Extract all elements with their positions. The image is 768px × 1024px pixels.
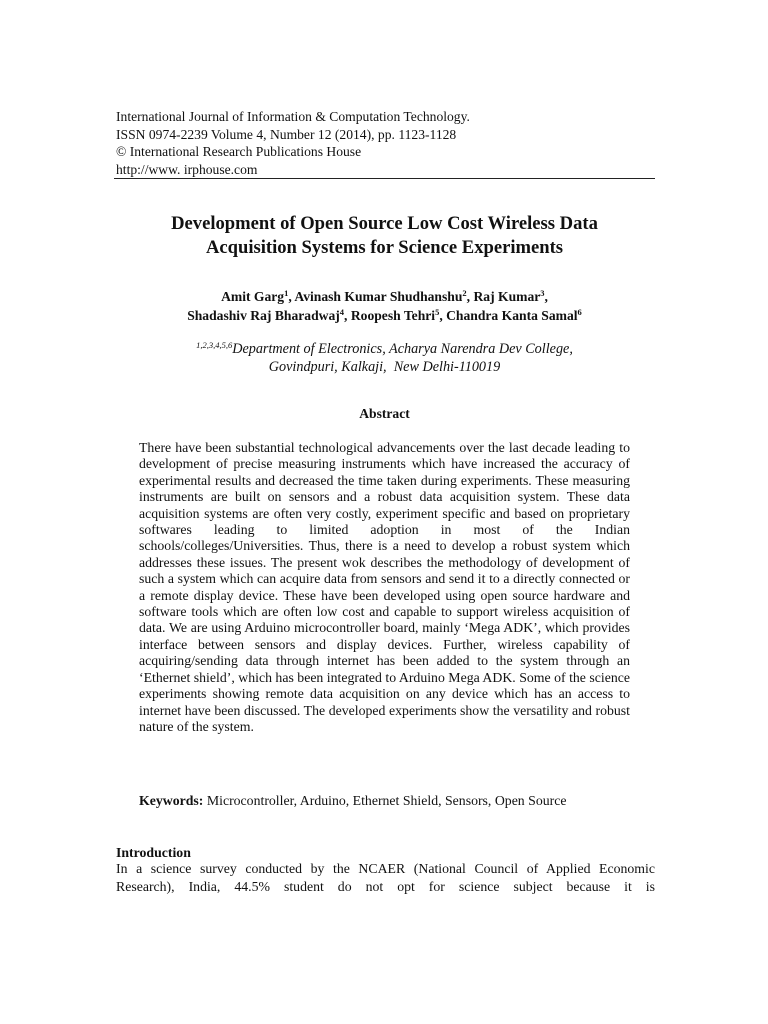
header-divider <box>114 178 655 179</box>
author-list <box>114 287 655 325</box>
author-sup: 5 <box>435 307 440 317</box>
keywords <box>139 793 630 809</box>
affiliation-line-2: Govindpuri, Kalkaji, New Delhi-110019 <box>268 359 501 375</box>
title-line-1: Development of Open Source Low Cost Wireless Data <box>171 213 598 234</box>
keywords-text: Microcontroller, Arduino, Ethernet Shield, Sensors, Open Source <box>206 793 567 808</box>
affiliation-line-1 <box>114 340 655 358</box>
author-line-1: Amit Garg$^1$, Avinash Kumar Shudhanshu$^2$, Raj Kumar$^3$, <box>221 288 548 304</box>
journal-header <box>116 108 656 178</box>
publisher: © International Research Publications House <box>116 144 362 159</box>
affiliation-sup: 1,2,3,4,5,6 <box>196 340 233 350</box>
paper-title <box>114 212 655 260</box>
author-name: Shadashiv Raj Bharadwaj <box>187 308 340 323</box>
author-sup: 6 <box>577 307 582 317</box>
title-line-2: Acquisition Systems for Science Experiments <box>205 237 564 258</box>
author-sup: 3 <box>540 288 545 298</box>
affiliation-text-1: Department of Electronics, Acharya Narendra Dev College, <box>232 341 573 357</box>
introduction-body: In a science survey conducted by the NCAER (National Council of Applied Economic Research), India, 44.5% student do not opt for science subject because it is <box>116 861 655 894</box>
publisher-url: http://www. irphouse.com <box>116 161 258 177</box>
author-name: Roopesh Tehri <box>350 308 436 323</box>
abstract-heading: Abstract <box>359 406 410 421</box>
author-sup: 4 <box>339 307 345 317</box>
abstract-body: There have been substantial technological advancements over the last decade leading to development of precise measuring instruments which have increased the accuracy of experimental results and decreased the time taken during experiments. These measuring instruments are built on sensors and a robust data acquisition system. These data acquisition systems are often very costly, experiment specific and based on proprietary softwares leading to limited adoption in most of the Indian schools/colleges/Universities. Thus, there is a need to develop a robust system which addresses these issues. The present wok describes the methodology of development of such a system which can acquire data from sensors and send it to a directly connected or a remote display device. These have been developed using open source hardware and software tools which are often low cost and capable to support wireless acquisition of data. We are using Arduino microcontroller board, mainly ‘Mega ADK’, which provides interface between sensors and display devices. Further, wireless capability of acquiring/sending data through internet has been added to the system through an ‘Ethernet shield’, which has been integrated to Arduino Mega ADK. Some of the science experiments showing remote data acquisition on any device which has an access to internet have been discussed. The developed experiments show the versatility and robust nature of the system. <box>139 440 630 734</box>
author-sup: 1 <box>284 288 289 298</box>
author-name: Chandra Kanta Samal <box>446 308 578 323</box>
issn-volume: ISSN 0974-2239 Volume 4, Number 12 (2014), pp. 1123-1128 <box>116 126 457 142</box>
author-name: Amit Garg <box>221 289 285 304</box>
introduction-heading: Introduction <box>116 845 191 860</box>
author-sup: 2 <box>462 288 467 298</box>
author-line-2: Shadashiv Raj Bharadwaj$^4$, Roopesh Tehri$^5$, Chandra Kanta Samal$^6$ <box>187 307 582 323</box>
affiliation <box>114 340 655 376</box>
author-name: Raj Kumar <box>473 289 541 304</box>
keywords-label: Keywords: <box>139 793 204 808</box>
journal-name: International Journal of Information & Computation Technology. <box>116 109 470 124</box>
author-name: Avinash Kumar Shudhanshu <box>294 289 463 304</box>
